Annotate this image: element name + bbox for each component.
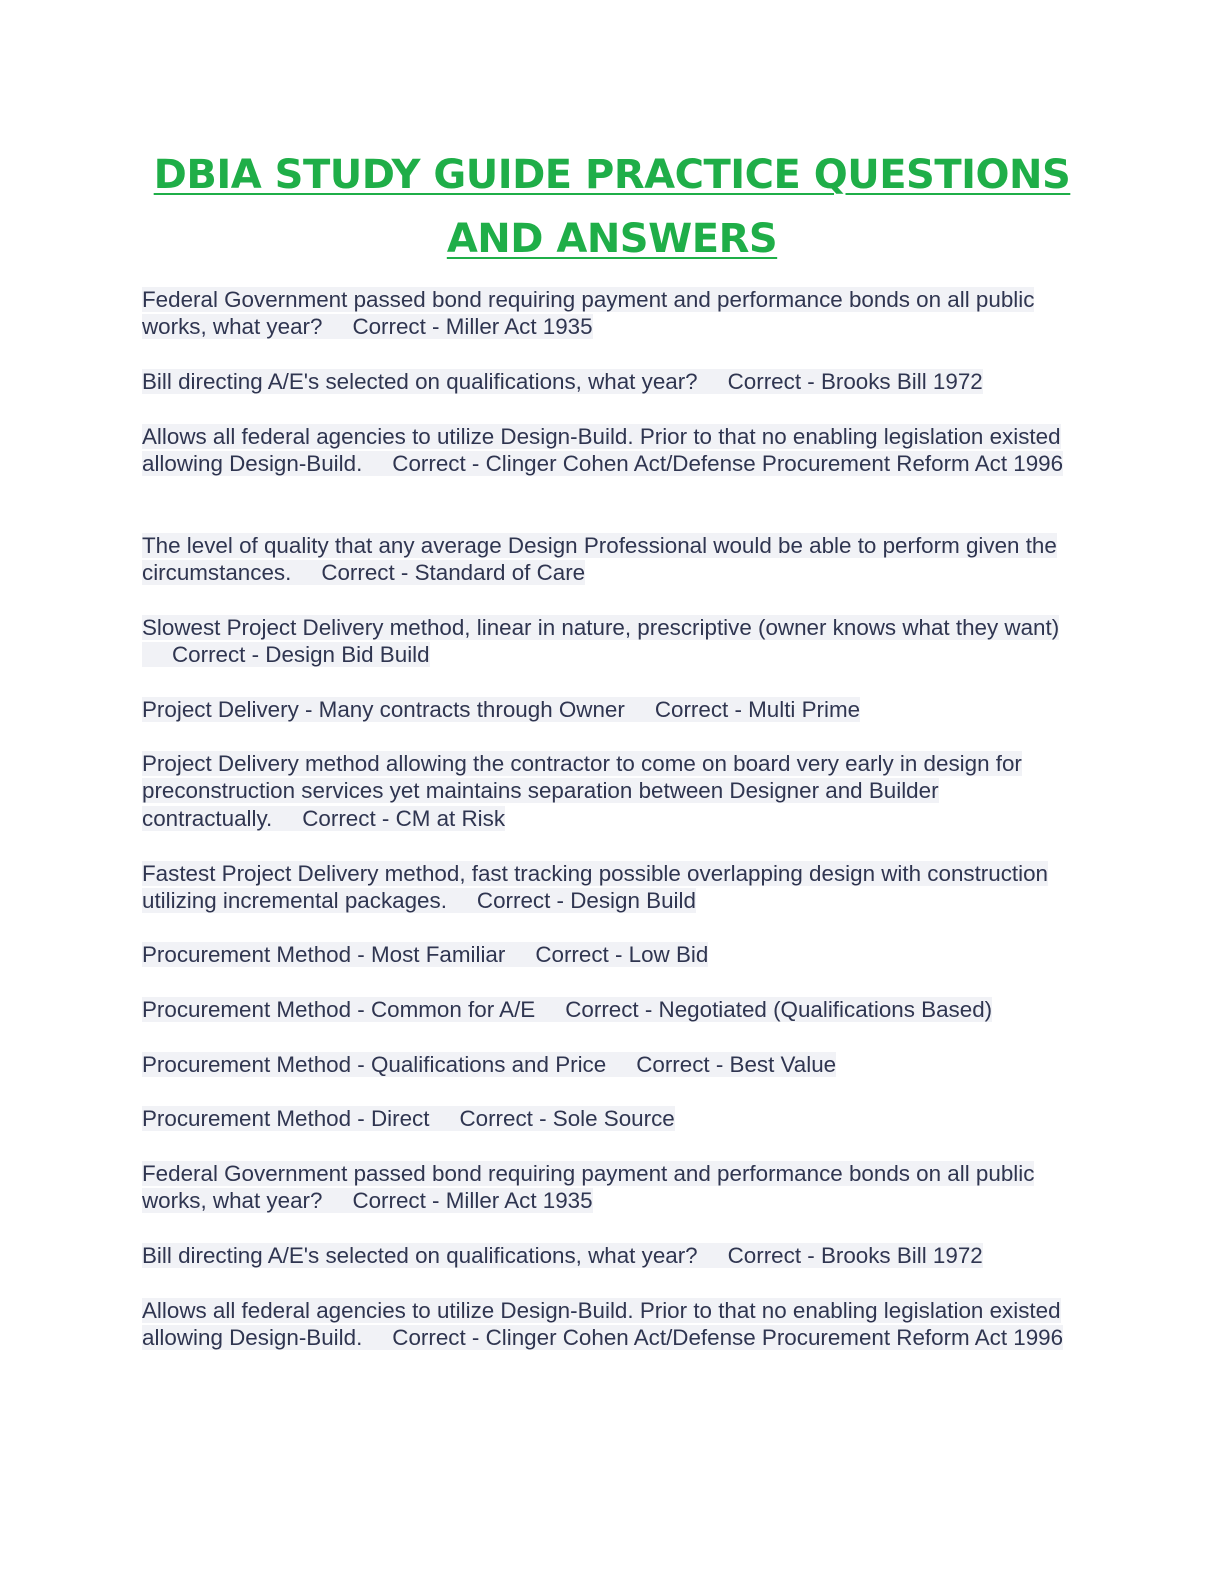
question-text: Bill directing A/E's selected on qualifications, what year?	[142, 1243, 698, 1268]
question-text: Procurement Method - Qualifications and Price	[142, 1052, 607, 1077]
question-text: Allows all federal agencies to utilize Design-Build. Prior to that no enabling legislation existed allowing Design-Build.	[142, 424, 1061, 477]
question-text: Procurement Method - Most Familiar	[142, 942, 506, 967]
answer-text: Correct - Sole Source	[459, 1106, 675, 1131]
qa-item-3	[142, 423, 1072, 478]
qa-item-15	[142, 1297, 1072, 1352]
question-text: Slowest Project Delivery method, linear in nature, prescriptive (owner knows what they want)	[142, 615, 1060, 640]
qa-item-9	[142, 941, 1072, 968]
question-text: Bill directing A/E's selected on qualifications, what year?	[142, 369, 698, 394]
qa-item-1	[142, 286, 1072, 341]
answer-text: Correct - Clinger Cohen Act/Defense Procurement Reform Act 1996	[392, 1325, 1064, 1351]
answer-text: Correct - Standard of Care	[321, 560, 586, 586]
answer-text: Correct - Brooks Bill 1972	[727, 1243, 983, 1268]
question-text: Procurement Method - Common for A/E	[142, 997, 536, 1022]
page-title-text: DBIA STUDY GUIDE PRACTICE QUESTIONS AND ANSWERS	[153, 152, 1071, 262]
question-text: Procurement Method - Direct	[142, 1106, 430, 1131]
answer-text: Correct - Miller Act 1935	[352, 1188, 593, 1214]
question-text: Federal Government passed bond requiring payment and performance bonds on all public works, what year?	[142, 1161, 1035, 1214]
qa-item-5	[142, 614, 1072, 669]
qa-item-4	[142, 532, 1072, 587]
answer-text: Correct - CM at Risk	[302, 805, 506, 831]
question-text: Project Delivery method allowing the contractor to come on board very early in design for preconstruction services yet maintains separation between Designer and Builder contractually.	[142, 751, 1022, 831]
answer-text: Correct - Design Build	[476, 888, 696, 914]
qa-item-2	[142, 368, 1072, 395]
question-text: Project Delivery - Many contracts through Owner	[142, 697, 625, 722]
question-text: The level of quality that any average Design Professional would be able to perform given the circumstances.	[142, 533, 1057, 586]
qa-item-10	[142, 996, 1072, 1023]
answer-text: Correct - Low Bid	[535, 942, 709, 967]
answer-text: Correct - Design Bid Build	[172, 642, 430, 668]
qa-item-6	[142, 696, 1072, 723]
qa-item-14	[142, 1242, 1072, 1269]
qa-item-8	[142, 860, 1072, 915]
answer-text: Correct - Clinger Cohen Act/Defense Procurement Reform Act 1996	[392, 451, 1064, 477]
answer-text: Correct - Miller Act 1935	[352, 314, 593, 340]
answer-text: Correct - Best Value	[636, 1052, 837, 1077]
qa-item-11	[142, 1051, 1072, 1078]
question-text: Federal Government passed bond requiring payment and performance bonds on all public works, what year?	[142, 287, 1035, 340]
answer-text: Correct - Multi Prime	[654, 697, 861, 722]
qa-item-13	[142, 1160, 1072, 1215]
answer-text: Correct - Negotiated (Qualifications Based)	[565, 997, 993, 1022]
question-text: Fastest Project Delivery method, fast tracking possible overlapping design with construction utilizing incremental packages.	[142, 861, 1049, 914]
qa-item-12	[142, 1105, 1072, 1132]
qa-item-7	[142, 750, 1072, 832]
question-text: Allows all federal agencies to utilize Design-Build. Prior to that no enabling legislation existed allowing Design-Build.	[142, 1298, 1061, 1351]
answer-text: Correct - Brooks Bill 1972	[727, 369, 983, 394]
page-title	[100, 143, 1124, 271]
